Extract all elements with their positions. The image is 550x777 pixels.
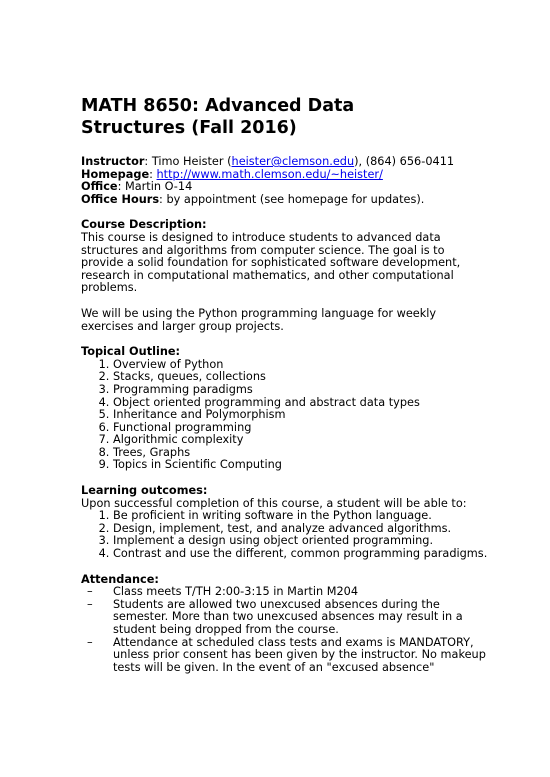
list-item: – Students are allowed two unexcused absences during the semester. More than two unexcused absences may result in a student being dropped from the course. — [113, 599, 490, 637]
contact-info — [81, 156, 490, 206]
list-item: – Attendance at scheduled class tests and exams is MANDATORY, unless prior consent has been given by the instructor. No makeup tests will be given. In the event of an "excused absence" — [113, 637, 490, 675]
office-value: : Martin O-14 — [117, 180, 193, 194]
list-item: 3. Programming paradigms — [113, 384, 490, 397]
list-item: 4. Contrast and use the different, common programming paradigms. — [113, 548, 490, 561]
homepage-link[interactable]: http://www.math.clemson.edu/~heister/ — [156, 167, 383, 181]
office-label: Office — [81, 180, 118, 194]
list-item: 7. Algorithmic complexity — [113, 434, 490, 447]
page-title: MATH 8650: Advanced Data Structures (Fall 2016) — [81, 96, 355, 138]
instructor-line: Instructor: Timo Heister (heister@clemson.edu), (864) 656-0411 — [81, 155, 455, 168]
topical-outline-heading: Topical Outline: — [81, 345, 181, 359]
course-description-section — [81, 219, 490, 333]
list-item: 2. Design, implement, test, and analyze advanced algorithms. — [113, 523, 490, 536]
attendance-heading: Attendance: — [81, 572, 159, 586]
list-item: 1. Overview of Python — [113, 359, 490, 372]
instructor-email-link[interactable]: heister@clemson.edu — [231, 155, 355, 168]
learning-outcomes-intro: Upon successful completion of this course, a student will be able to: — [81, 496, 467, 510]
course-description-paragraph-2: We will be using the Python programming language for weekly exercises and larger group projects. — [81, 306, 437, 333]
homepage-label: Homepage — [81, 167, 150, 181]
list-item: 8. Trees, Graphs — [113, 447, 490, 460]
instructor-label: Instructor — [81, 155, 145, 168]
list-item: 3. Implement a design using object oriented programming. — [113, 535, 490, 548]
learning-outcomes-heading: Learning outcomes: — [81, 484, 208, 498]
list-item: 4. Object oriented programming and abstract data types — [113, 397, 490, 410]
attendance-list — [81, 586, 490, 674]
list-item: 2. Stacks, queues, collections — [113, 371, 490, 384]
course-description-heading: Course Description: — [81, 218, 207, 232]
homepage-line: Homepage: http://www.math.clemson.edu/~heister/ — [81, 167, 383, 181]
office-hours-label: Office Hours — [81, 192, 160, 206]
office-hours-value: : by appointment (see homepage for updates). — [159, 192, 425, 206]
office-hours-line — [81, 194, 490, 207]
list-item: 5. Inheritance and Polymorphism — [113, 409, 490, 422]
list-item: 1. Be proficient in writing software in the Python language. — [113, 510, 490, 523]
instructor-name: Timo Heister ( — [151, 155, 232, 168]
course-description-paragraph-1: This course is designed to introduce students to advanced data structures and algorithms from computer science. The goal is to provide a solid foundation for sophisticated software development, research in computational mathematics, and other computational problems. — [81, 230, 461, 295]
topical-outline-list — [81, 359, 490, 472]
learning-outcomes-list — [81, 510, 490, 560]
learning-outcomes-section — [81, 485, 490, 561]
list-item: 6. Functional programming — [113, 422, 490, 435]
list-item: 9. Topics in Scientific Computing — [113, 459, 490, 472]
attendance-section — [81, 574, 490, 675]
list-item: – Class meets T/TH 2:00-3:15 in Martin M204 — [113, 586, 490, 599]
instructor-phone: ), (864) 656-0411 — [354, 155, 455, 168]
topical-outline-section — [81, 346, 490, 472]
